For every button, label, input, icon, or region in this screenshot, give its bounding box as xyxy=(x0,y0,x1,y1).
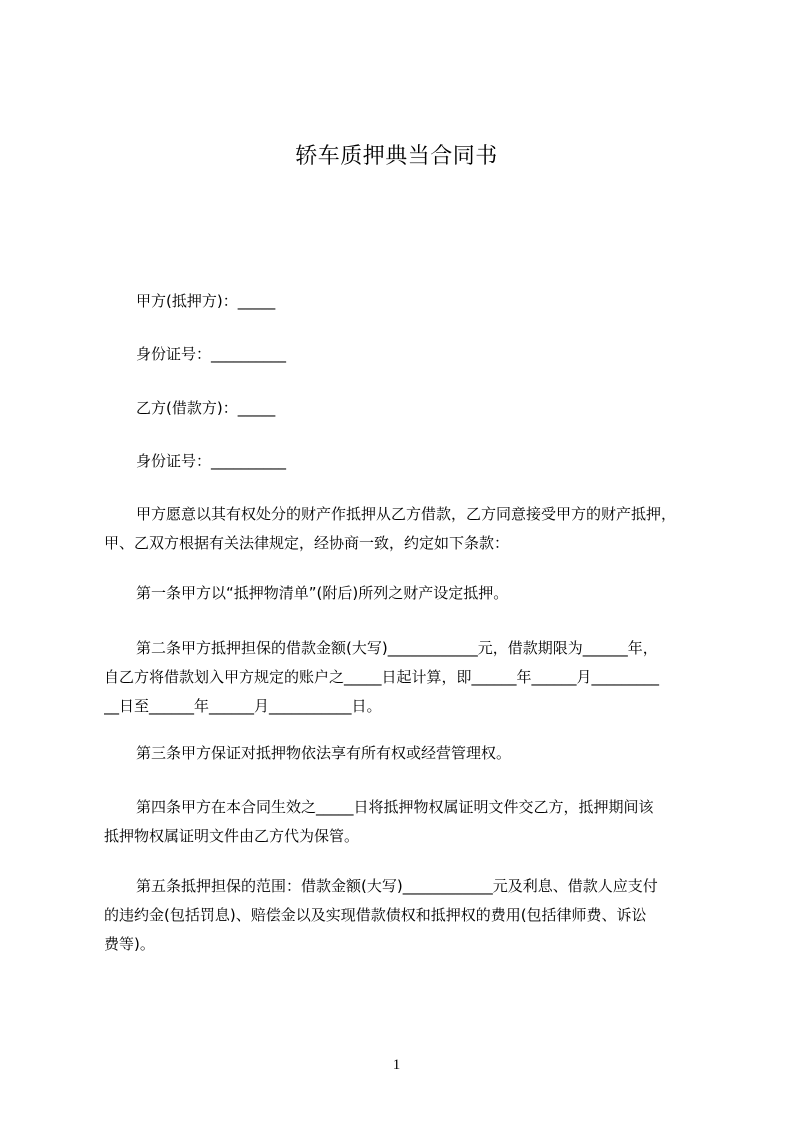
article-4-line-1: 第四条甲方在本合同生效之_____日将抵押物权属证明文件交乙方，抵押期间该 xyxy=(136,798,654,816)
party-a-line: 甲方(抵押方)：_____ xyxy=(136,292,276,310)
intro-line-1: 甲方愿意以其有权处分的财产作抵押从乙方借款，乙方同意接受甲方的财产抵押， xyxy=(136,505,677,523)
article-5-line-3: 费等)。 xyxy=(104,935,155,953)
article-5-line-1: 第五条抵押担保的范围：借款金额(大写)____________元及利息、借款人应支付 xyxy=(136,877,658,895)
article-2-line-3: __日至______年______月___________日。 xyxy=(104,697,382,715)
article-1: 第一条甲方以“抵押物清单”(附后)所列之财产设定抵押。 xyxy=(136,584,509,602)
article-4 xyxy=(104,793,694,851)
party-b-line: 乙方(借款方)：_____ xyxy=(136,399,276,417)
party-b-id-line: 身份证号：__________ xyxy=(136,452,287,470)
article-3: 第三条甲方保证对抵押物依法享有所有权或经营管理权。 xyxy=(136,744,512,762)
article-2-line-2: 自乙方将借款划入甲方规定的账户之_____日起计算，即______年______月_________ xyxy=(104,668,660,686)
article-4-line-2: 抵押物权属证明文件由乙方代为保管。 xyxy=(104,827,360,845)
page-number: 1 xyxy=(392,1057,401,1073)
intro-paragraph xyxy=(104,500,694,558)
article-2-line-1: 第二条甲方抵押担保的借款金额(大写)____________元，借款期限为______年， xyxy=(136,639,658,657)
intro-line-2: 甲、乙双方根据有关法律规定，经协商一致，约定如下条款： xyxy=(104,534,510,552)
page-title: 轿车质押典当合同书 xyxy=(295,144,498,169)
article-5 xyxy=(104,872,694,959)
article-5-line-2: 的违约金(包括罚息)、赔偿金以及实现借款债权和抵押权的费用(包括律师费、诉讼 xyxy=(104,906,647,924)
article-2 xyxy=(104,634,694,721)
party-a-id-line: 身份证号：__________ xyxy=(136,345,287,363)
